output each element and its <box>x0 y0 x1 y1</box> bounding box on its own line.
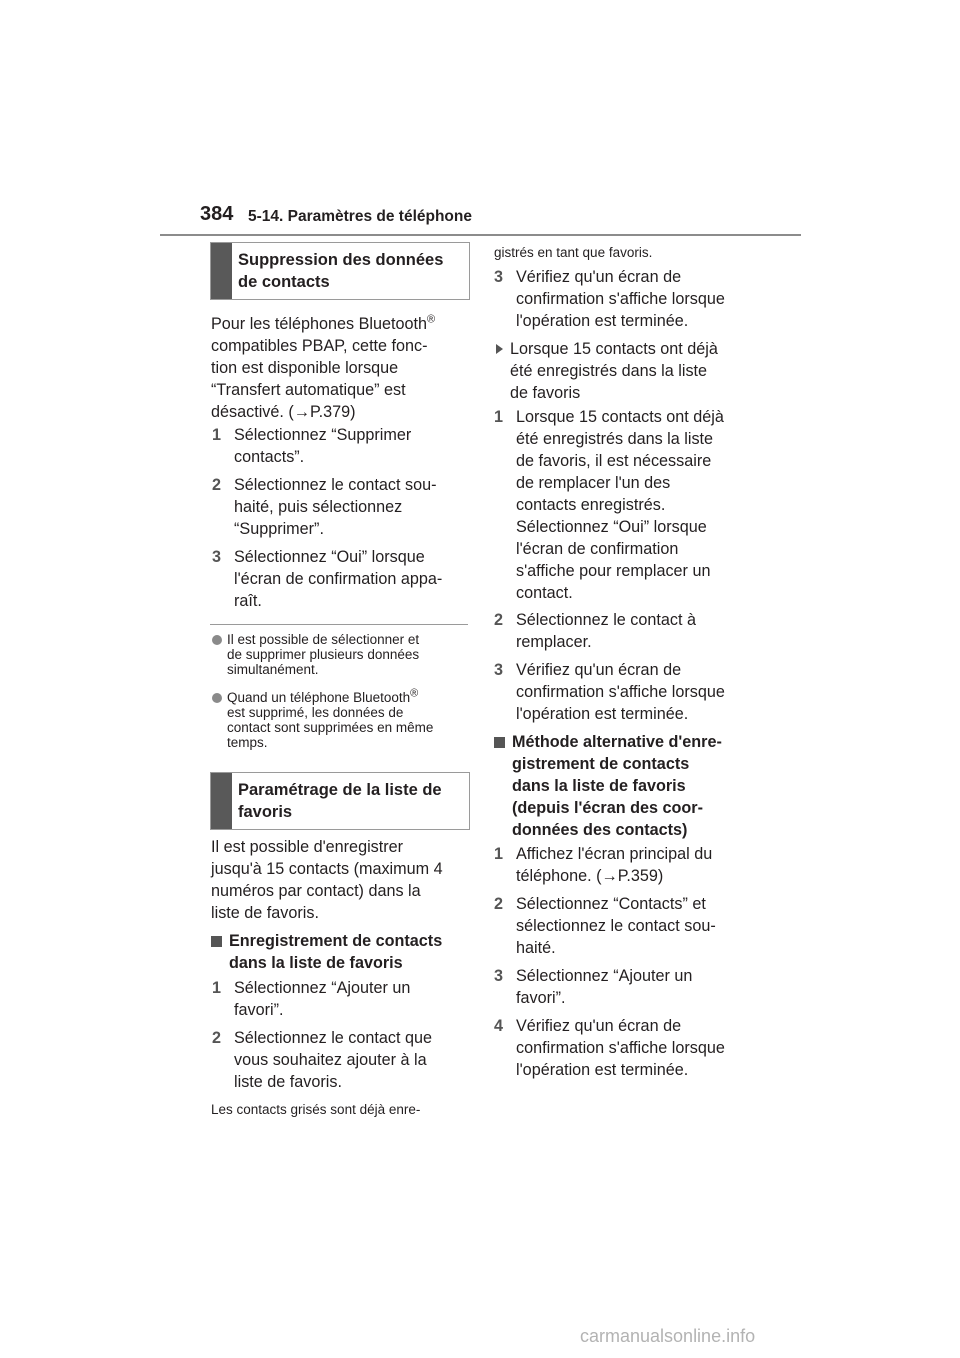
step-text: l'opération est terminée. <box>516 1061 689 1079</box>
step-text: sélectionnez le contact sou- <box>516 917 716 935</box>
arrow-icon: → <box>601 867 618 885</box>
step-3 <box>494 266 772 332</box>
note-item <box>211 687 487 750</box>
intro-line: désactivé. (→P.379) <box>211 403 356 421</box>
step-2 <box>494 609 772 653</box>
note-text: Il est possible de sélectionner et <box>227 632 420 647</box>
step-2 <box>494 893 772 959</box>
note-text: contact sont supprimées en même <box>227 720 434 735</box>
step-number: 2 <box>494 895 504 913</box>
page-ref-link[interactable]: P.379) <box>309 403 356 421</box>
para-line: numéros par contact) dans la <box>211 882 421 900</box>
step-text: Sélectionnez le contact à <box>516 611 696 629</box>
triangle-bullet-icon <box>496 344 503 354</box>
step-text: contacts”. <box>234 448 305 466</box>
subheading-line: dans la liste de favoris <box>512 777 686 795</box>
step-text: l'écran de confirmation <box>516 540 679 558</box>
step-text: Affichez l'écran principal du <box>516 845 713 863</box>
step-number: 3 <box>494 661 504 679</box>
step-1 <box>494 843 772 887</box>
step-number: 1 <box>212 426 222 444</box>
heading-text: Paramétrage de la liste de favoris <box>238 781 442 821</box>
intro-line: “Transfert automatique” est <box>211 381 406 399</box>
step-text: vous souhaitez ajouter à la <box>234 1051 427 1069</box>
subheading-line: gistrement de contacts <box>512 755 690 773</box>
step-text: haité, puis sélectionnez <box>234 498 403 516</box>
step-text: Sélectionnez le contact sou- <box>234 476 437 494</box>
subheading-alternative-method <box>494 731 770 841</box>
subheading-line: dans la liste de favoris <box>229 954 403 972</box>
step-number: 3 <box>494 268 504 286</box>
step-number: 4 <box>494 1017 504 1035</box>
step-text: de favoris, il est nécessaire <box>516 452 712 470</box>
section-title: 5-14. Paramètres de téléphone <box>248 208 472 225</box>
step-text: Sélectionnez le contact que <box>234 1029 432 1047</box>
step-text: confirmation s'affiche lorsque <box>516 290 725 308</box>
note-text: simultanément. <box>227 662 319 677</box>
step-2 <box>212 1027 484 1093</box>
step-2 <box>212 474 484 540</box>
step-text: de remplacer l'un des <box>516 474 671 492</box>
step-3 <box>494 659 772 725</box>
page-number: 384 <box>200 203 234 225</box>
arrow-icon: → <box>293 403 310 421</box>
bullet-dot-icon <box>212 693 222 703</box>
subheading-line: données des contacts) <box>512 821 688 839</box>
subheading-line: (depuis l'écran des coor- <box>512 799 703 817</box>
condition-item <box>494 338 766 404</box>
bullet-dot-icon <box>212 635 222 645</box>
square-bullet-icon <box>494 737 505 748</box>
subheading-line: Enregistrement de contacts <box>229 932 443 950</box>
square-bullet-icon <box>211 936 222 947</box>
step-text: Vérifiez qu'un écran de <box>516 661 682 679</box>
step-text: l'opération est terminée. <box>516 312 689 330</box>
step-text: été enregistrés dans la liste <box>516 430 714 448</box>
para-line: Il est possible d'enregistrer <box>211 838 404 856</box>
step-number: 3 <box>212 548 222 566</box>
step-text: Sélectionnez “Ajouter un <box>234 979 411 997</box>
step-number: 2 <box>212 476 222 494</box>
step-3 <box>494 965 772 1009</box>
intro-paragraph <box>211 313 473 423</box>
note-text: est supprimé, les données de <box>227 705 404 720</box>
step-text: Sélectionnez “Contacts” et <box>516 895 706 913</box>
note-text: de supprimer plusieurs données <box>227 647 420 662</box>
registered-mark: ® <box>410 687 419 700</box>
registered-mark: ® <box>427 313 436 326</box>
step-text: Vérifiez qu'un écran de <box>516 1017 682 1035</box>
step-text: confirmation s'affiche lorsque <box>516 1039 725 1057</box>
note-text: Quand un téléphone Bluetooth® <box>227 687 419 705</box>
condition-text: de favoris <box>510 384 581 402</box>
step-3 <box>212 546 484 612</box>
step-number: 1 <box>494 845 504 863</box>
gray-contacts-note-cont: gistrés en tant que favoris. <box>494 245 653 260</box>
step-text: haité. <box>516 939 556 957</box>
page-ref-link[interactable]: P.359) <box>617 867 664 885</box>
step-1 <box>212 424 484 468</box>
note-text: temps. <box>227 735 268 750</box>
step-text: “Supprimer”. <box>234 520 324 538</box>
step-4 <box>494 1015 772 1081</box>
gray-contacts-note: Les contacts grisés sont déjà enre- <box>211 1102 421 1117</box>
subheading-register-favorites <box>211 930 491 974</box>
step-text: favori”. <box>234 1001 284 1019</box>
step-text: remplacer. <box>516 633 592 651</box>
step-number: 2 <box>494 611 504 629</box>
condition-text: Lorsque 15 contacts ont déjà <box>510 340 718 358</box>
step-1 <box>494 406 772 604</box>
heading-bar <box>211 243 232 299</box>
intro-line: Pour les téléphones Bluetooth <box>211 315 427 333</box>
heading-bar <box>211 773 232 829</box>
step-text: l'écran de confirmation appa- <box>234 570 443 588</box>
step-text: contacts enregistrés. <box>516 496 666 514</box>
subheading-line: Méthode alternative d'enre- <box>512 733 722 751</box>
notes-divider <box>210 624 468 625</box>
condition-text: été enregistrés dans la liste <box>510 362 708 380</box>
intro-line: compatibles PBAP, cette fonc- <box>211 337 428 355</box>
step-text: confirmation s'affiche lorsque <box>516 683 725 701</box>
step-text: favori”. <box>516 989 566 1007</box>
step-text: Sélectionnez “Supprimer <box>234 426 412 444</box>
step-text: l'opération est terminée. <box>516 705 689 723</box>
step-text: liste de favoris. <box>234 1073 342 1091</box>
step-text: Lorsque 15 contacts ont déjà <box>516 408 724 426</box>
step-text: Sélectionnez “Ajouter un <box>516 967 693 985</box>
step-number: 1 <box>212 979 222 997</box>
step-text: raît. <box>234 592 262 610</box>
favorites-paragraph <box>211 836 473 924</box>
step-text: s'affiche pour remplacer un <box>516 562 711 580</box>
step-number: 1 <box>494 408 504 426</box>
step-text: Sélectionnez “Oui” lorsque <box>234 548 425 566</box>
step-text: contact. <box>516 584 573 602</box>
step-text: Vérifiez qu'un écran de <box>516 268 682 286</box>
step-1 <box>212 977 484 1021</box>
heading-box-favorites <box>210 772 470 830</box>
intro-line: tion est disponible lorsque <box>211 359 399 377</box>
para-line: jusqu'à 15 contacts (maximum 4 <box>211 860 443 878</box>
step-text: téléphone. (→P.359) <box>516 867 664 885</box>
heading-box-delete-contacts <box>210 242 470 300</box>
step-text: Sélectionnez “Oui” lorsque <box>516 518 707 536</box>
note-item <box>211 632 487 677</box>
step-number: 3 <box>494 967 504 985</box>
watermark: carmanualsonline.info <box>580 1326 756 1346</box>
step-number: 2 <box>212 1029 222 1047</box>
header-rule <box>160 234 801 236</box>
heading-text: Suppression des données de contacts <box>238 251 444 291</box>
para-line: liste de favoris. <box>211 904 319 922</box>
